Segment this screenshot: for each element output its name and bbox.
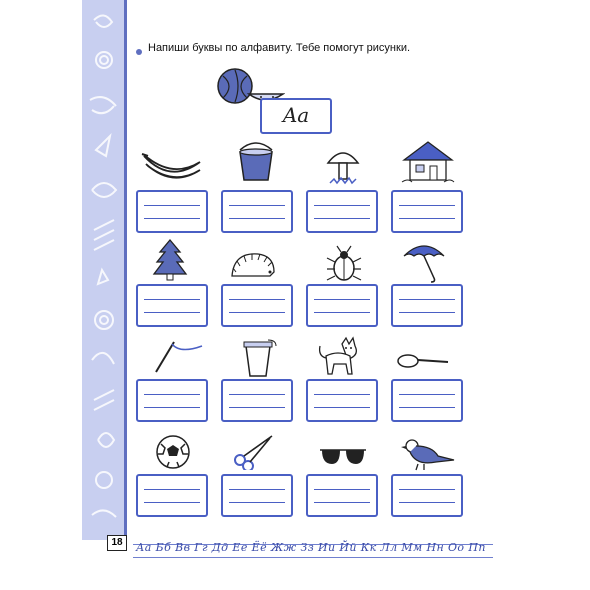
- yogurt-cup-icon: [242, 336, 278, 378]
- answer-box-1[interactable]: [136, 190, 208, 233]
- fir-tree-icon: [150, 238, 190, 282]
- scissors-icon: [232, 434, 276, 470]
- answer-box-16[interactable]: [391, 474, 463, 517]
- example-answer-box: [260, 98, 332, 134]
- hedgehog-icon: [228, 250, 276, 282]
- ball-icon: [155, 434, 191, 470]
- beetle-icon: [325, 244, 363, 284]
- answer-box-7[interactable]: [306, 284, 378, 327]
- answer-box-8[interactable]: [391, 284, 463, 327]
- cat-icon: [316, 336, 366, 380]
- answer-box-2[interactable]: [221, 190, 293, 233]
- house-icon: [400, 140, 456, 184]
- glasses-icon: [318, 442, 368, 468]
- instruction-bullet: [136, 49, 142, 55]
- banana-icon: [140, 150, 204, 186]
- answer-box-9[interactable]: [136, 379, 208, 422]
- mushroom-icon: [326, 145, 360, 187]
- answer-box-11[interactable]: [306, 379, 378, 422]
- bird-icon: [400, 436, 456, 472]
- answer-box-3[interactable]: [306, 190, 378, 233]
- instruction-text: Напиши буквы по алфавиту. Тебе помогут рисунки.: [148, 42, 411, 54]
- needle-icon: [150, 338, 204, 374]
- answer-box-4[interactable]: [391, 190, 463, 233]
- answer-box-5[interactable]: [136, 284, 208, 327]
- answer-box-6[interactable]: [221, 284, 293, 327]
- answer-box-13[interactable]: [136, 474, 208, 517]
- example-letters: Aa: [282, 103, 310, 127]
- bucket-icon: [236, 140, 276, 184]
- answer-box-10[interactable]: [221, 379, 293, 422]
- spoon-icon: [396, 350, 452, 372]
- page-number: 18: [107, 535, 127, 551]
- umbrella-icon: [402, 240, 446, 284]
- answer-box-15[interactable]: [306, 474, 378, 517]
- strip-border: [124, 0, 127, 540]
- answer-box-14[interactable]: [221, 474, 293, 517]
- alphabet-strip: Аа Бб Вв Гг Дд Ее Ёё Жж Зз Ии Йй Кк Лл Мм Нн Оо Пп: [136, 541, 486, 554]
- decorative-side-strip: [82, 0, 126, 540]
- answer-box-12[interactable]: [391, 379, 463, 422]
